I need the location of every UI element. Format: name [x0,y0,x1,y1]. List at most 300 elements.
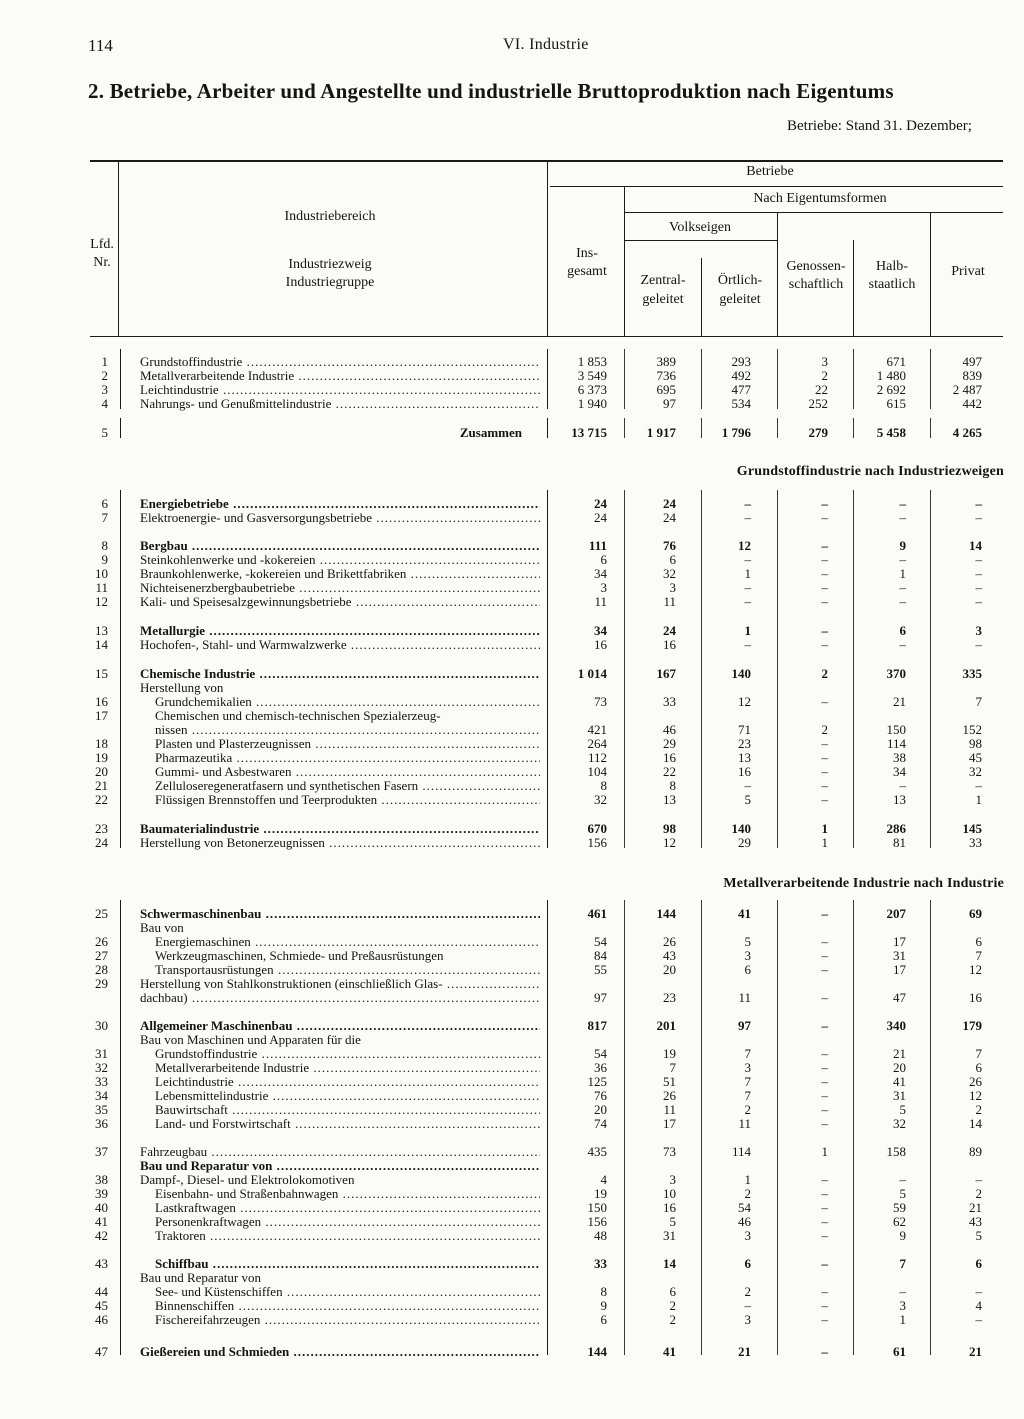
cell-value: – [821,906,828,921]
cell-value: 11 [663,594,676,609]
cell-value: 125 [587,1074,607,1089]
cell-value: 442 [962,396,982,411]
row-number: 20 [95,764,108,779]
cell-value: 839 [962,368,982,383]
cell-value: 5 [744,792,751,807]
row-label: Steinkohlenwerke und -kokereien ..... [140,553,540,567]
row-label: Dampf-, Diesel- und Elektrolokomotiven [140,1173,355,1187]
row-number: 12 [95,594,108,609]
cell-value: – [975,552,982,567]
cell-value: – [821,566,828,581]
column-divider [777,490,778,848]
header-col-divider-2 [547,161,548,337]
cell-value: 335 [962,666,982,681]
cell-value: 11 [663,1102,676,1117]
row-label: Gummi- und Asbestwaren ..... [155,765,540,779]
cell-value: 1 [821,821,828,836]
table-row [0,1173,1024,1187]
table-row [0,695,1024,709]
cell-value: 61 [893,1344,906,1359]
row-label: Flüssigen Brennstoffen und Teerprodukten ..... [155,793,540,807]
cell-value: 8 [669,778,676,793]
row-number: 32 [95,1060,108,1075]
cell-value: 5 458 [876,425,906,440]
cell-value: – [821,778,828,793]
row-label: Bau und Reparatur von ..... [140,1159,540,1173]
page-number: 114 [88,36,113,55]
cell-value: 7 [744,1074,751,1089]
column-divider [930,490,931,848]
cell-value: 670 [587,821,607,836]
table-row [0,397,1024,411]
column-divider [701,418,702,438]
cell-value: 340 [886,1018,906,1033]
cell-value: 5 [975,1228,982,1243]
table-row [0,1229,1024,1243]
row-label: Schwermaschinenbau ..... [140,907,540,921]
row-label: Leichtindustrie ..... [140,383,540,397]
table-row [0,751,1024,765]
column-divider [624,418,625,438]
row-label: Nichteisenerzbergbaubetriebe ..... [140,581,540,595]
cell-value: 76 [594,1088,607,1103]
cell-value: 32 [893,1116,906,1131]
cell-value: 477 [731,382,751,397]
cell-value: – [821,1060,828,1075]
cell-value: – [821,764,828,779]
row-label: Chemische Industrie ..... [140,667,540,681]
table-row [0,1019,1024,1033]
table-row [0,1117,1024,1131]
cell-value: – [821,580,828,595]
cell-value: 2 [744,1284,751,1299]
cell-value: 41 [893,1074,906,1089]
cell-value: 46 [738,1214,751,1229]
cell-value: 179 [962,1018,982,1033]
cell-value: 6 [600,1312,607,1327]
cell-value: 167 [656,666,676,681]
cell-value: 17 [663,1116,676,1131]
cell-value: 5 [899,1186,906,1201]
header-lfd: Lfd. [90,237,114,252]
cell-value: 252 [808,396,828,411]
column-divider [624,349,625,409]
cell-value: 3 [744,948,751,963]
cell-value: 7 [975,948,982,963]
row-number: 40 [95,1200,108,1215]
header-col-divider-3 [624,187,625,337]
row-label: Kali- und Speisesalzgewinnungsbetriebe ..... [140,595,540,609]
cell-value: – [975,580,982,595]
table-row [0,1089,1024,1103]
table-row [0,355,1024,369]
cell-value: 370 [886,666,906,681]
row-label: Baumaterialindustrie ..... [140,822,540,836]
row-number: 39 [95,1186,108,1201]
cell-value: 279 [808,425,828,440]
cell-value: – [975,1312,982,1327]
cell-value: 5 [899,1102,906,1117]
table-row [0,935,1024,949]
section-heading-metall: Metallverarbeitende Industrie nach Industrie [723,876,1004,891]
header-halbstaatlich-2: staatlich [868,277,916,292]
row-label: Fischereifahrzeugen ..... [155,1313,540,1327]
cell-value: 24 [663,623,676,638]
cell-value: 98 [663,821,676,836]
cell-value: 20 [893,1060,906,1075]
row-number: 46 [95,1312,108,1327]
cell-value: – [821,1018,828,1033]
cell-value: 1 940 [577,396,607,411]
cell-value: 2 [744,1102,751,1117]
cell-value: – [821,750,828,765]
cell-value: 24 [663,510,676,525]
cell-value: 8 [600,1284,607,1299]
column-divider [853,349,854,409]
cell-value: 20 [594,1102,607,1117]
header-insgesamt-2: gesamt [567,264,607,279]
cell-value: 817 [587,1018,607,1033]
row-number: 21 [95,778,108,793]
cell-value: 22 [663,764,676,779]
cell-value: 736 [656,368,676,383]
cell-value: 1 [899,1312,906,1327]
table-row [0,709,1024,723]
cell-value: 140 [731,666,751,681]
cell-value: 26 [969,1074,982,1089]
cell-value: 5 [744,934,751,949]
cell-value: 43 [969,1214,982,1229]
cell-value: 11 [738,990,751,1005]
cell-value: – [975,637,982,652]
table-row [0,1299,1024,1313]
cell-value: 62 [893,1214,906,1229]
cell-value: 33 [594,1256,607,1271]
row-label: Metallverarbeitende Industrie ..... [155,1061,540,1075]
row-label: Zelluloseregeneratfasern und synthetischen Fasern ..... [155,779,540,793]
row-number: 30 [95,1018,108,1033]
row-label: Grundchemikalien ..... [155,695,540,709]
row-label: Werkzeugmaschinen, Schmiede- und Preßausrüstungen [155,949,444,963]
cell-value: 695 [656,382,676,397]
row-number: 17 [95,708,108,723]
row-label: Transportausrüstungen ..... [155,963,540,977]
cell-value: – [899,778,906,793]
row-number: 35 [95,1102,108,1117]
table-row [0,595,1024,609]
cell-value: 293 [731,354,751,369]
cell-value: 69 [969,906,982,921]
cell-value: 3 [975,623,982,638]
cell-value: 112 [587,750,607,765]
row-number: 1 [101,354,108,369]
cell-value: 1 [899,566,906,581]
column-divider [701,349,702,409]
row-label: Energiebetriebe ..... [140,497,540,511]
cell-value: – [821,1116,828,1131]
row-label: Metallurgie ..... [140,624,540,638]
cell-value: 3 549 [577,368,607,383]
cell-value: – [821,637,828,652]
cell-value: – [821,552,828,567]
cell-value: – [821,1214,828,1229]
cell-value: 2 487 [952,382,982,397]
row-number: 45 [95,1298,108,1313]
cell-value: 38 [893,750,906,765]
cell-value: 97 [663,396,676,411]
cell-value: 6 [744,962,751,977]
row-label: Lastkraftwagen ..... [155,1201,540,1215]
header-oertlich-1: Örtlich- [717,273,763,288]
table-row [0,1159,1024,1173]
table-row [0,765,1024,779]
row-label: Herstellung von Betonerzeugnissen ..... [140,836,540,850]
cell-value: 1 [975,792,982,807]
table-row [0,737,1024,751]
header-industriegruppe: Industriegruppe [285,275,375,290]
cell-value: 389 [656,354,676,369]
table-row [0,907,1024,921]
cell-value: 84 [594,948,607,963]
cell-value: 492 [731,368,751,383]
cell-value: 3 [744,1312,751,1327]
row-number: 34 [95,1088,108,1103]
cell-value: 7 [975,694,982,709]
row-label: Fahrzeugbau ..... [140,1145,540,1159]
cell-value: 32 [969,764,982,779]
header-oertlich-2: geleitet [719,292,761,307]
cell-value: – [899,594,906,609]
row-label: Nahrungs- und Genußmittelindustrie ..... [140,397,540,411]
column-divider [853,490,854,848]
row-label: Eisenbahn- und Straßenbahnwagen ..... [155,1187,540,1201]
cell-value: – [744,637,751,652]
cell-value: 3 [669,1172,676,1187]
cell-value: – [975,594,982,609]
cell-value: 2 [821,666,828,681]
cell-value: 11 [738,1116,751,1131]
cell-value: – [975,1284,982,1299]
cell-value: 32 [663,566,676,581]
row-label: Land- und Forstwirtschaft ..... [155,1117,540,1131]
cell-value: 4 [975,1298,982,1313]
cell-value: 140 [731,821,751,836]
cell-value: 2 [821,368,828,383]
cell-value: – [821,694,828,709]
column-divider [701,490,702,848]
row-number: 37 [95,1144,108,1159]
cell-value: 7 [975,1046,982,1061]
cell-value: 150 [886,722,906,737]
cell-value: 286 [886,821,906,836]
header-nr: Nr. [93,255,111,270]
column-divider [701,900,702,1355]
cell-value: 12 [738,694,751,709]
cell-value: 7 [744,1088,751,1103]
cell-value: 1 796 [721,425,751,440]
cell-value: 14 [969,1116,982,1131]
cell-value: 2 692 [876,382,906,397]
table-row [0,1033,1024,1047]
table-row [0,822,1024,836]
cell-value: 31 [663,1228,676,1243]
cell-value: – [821,496,828,511]
cell-value: 71 [738,722,751,737]
table-row [0,1257,1024,1271]
cell-value: 104 [587,764,607,779]
row-number: 7 [101,510,108,525]
header-industriebereich: Industriebereich [284,209,376,224]
cell-value: 74 [594,1116,607,1131]
cell-value: 3 [744,1228,751,1243]
row-label: Gießereien und Schmieden ..... [140,1345,540,1359]
row-number: 14 [95,637,108,652]
cell-value: 3 [669,580,676,595]
row-label: Bau und Reparatur von [140,1271,261,1285]
table-row [0,1345,1024,1359]
table-row [0,624,1024,638]
row-label: Grundstoffindustrie ..... [140,355,540,369]
cell-value: 21 [969,1200,982,1215]
cell-value: 144 [656,906,676,921]
cell-value: 1 [821,835,828,850]
cell-value: 19 [663,1046,676,1061]
row-number: 24 [95,835,108,850]
cell-value: 81 [893,835,906,850]
cell-value: 14 [969,538,982,553]
cell-value: 17 [893,962,906,977]
row-number: 47 [95,1344,108,1359]
cell-value: 156 [587,1214,607,1229]
cell-value: 43 [663,948,676,963]
cell-value: 2 [744,1186,751,1201]
cell-value: 97 [594,990,607,1005]
cell-value: 89 [969,1144,982,1159]
cell-value: 3 [899,1298,906,1313]
cell-value: 1 014 [577,666,607,681]
cell-value: 16 [663,750,676,765]
table-row [0,667,1024,681]
table-row [0,539,1024,553]
cell-value: 2 [975,1186,982,1201]
cell-value: 1 [821,1144,828,1159]
row-number: 38 [95,1172,108,1187]
cell-value: 51 [663,1074,676,1089]
cell-value: 12 [663,835,676,850]
cell-value: 3 [600,580,607,595]
cell-value: 13 [663,792,676,807]
cell-value: 421 [587,722,607,737]
row-label: Allgemeiner Maschinenbau ..... [140,1019,540,1033]
row-label: Energiemaschinen ..... [155,935,540,949]
cell-value: – [975,496,982,511]
cell-value: 21 [893,694,906,709]
cell-value: 2 [669,1312,676,1327]
row-number: 25 [95,906,108,921]
column-divider [624,900,625,1355]
row-number: 4 [101,396,108,411]
table-row [0,921,1024,935]
row-label: Elektroenergie- und Gasversorgungsbetriebe ..... [140,511,540,525]
cell-value: 20 [663,962,676,977]
row-label: Lebensmittelindustrie ..... [155,1089,540,1103]
row-label: Herstellung von [140,681,224,695]
table-row [0,1145,1024,1159]
cell-value: 54 [738,1200,751,1215]
row-label: Plasten und Plasterzeugnissen ..... [155,737,540,751]
table-row [0,949,1024,963]
row-number: 41 [95,1214,108,1229]
cell-value: 73 [594,694,607,709]
cell-value: 534 [731,396,751,411]
cell-value: 33 [969,835,982,850]
cell-value: 29 [738,835,751,850]
header-insgesamt-1: Ins- [576,246,598,261]
cell-value: – [821,538,828,553]
cell-value: 29 [663,736,676,751]
cell-value: 33 [663,694,676,709]
table-row [0,638,1024,652]
row-number: 22 [95,792,108,807]
table-row [0,991,1024,1005]
table-row [0,723,1024,737]
cell-value: 7 [899,1256,906,1271]
cell-value: – [744,594,751,609]
cell-value: – [821,962,828,977]
cell-value: 114 [886,736,906,751]
cell-value: 10 [663,1186,676,1201]
cell-value: 6 [975,934,982,949]
row-label: Bergbau ..... [140,539,540,553]
cell-value: – [821,1172,828,1187]
cell-value: – [821,934,828,949]
table-row [0,1047,1024,1061]
cell-value: 41 [738,906,751,921]
column-divider [930,349,931,409]
row-label: Chemischen und chemisch-technischen Spezialerzeug- [155,709,441,723]
cell-value: 111 [588,538,607,553]
cell-value: – [975,1172,982,1187]
table-row [0,1313,1024,1327]
cell-value: 12 [969,962,982,977]
cell-value: 16 [738,764,751,779]
row-number: 10 [95,566,108,581]
cell-value: 36 [594,1060,607,1075]
cell-value: – [744,778,751,793]
cell-value: – [899,496,906,511]
row-number: 3 [101,382,108,397]
cell-value: 19 [594,1186,607,1201]
row-number: 28 [95,962,108,977]
cell-value: 23 [663,990,676,1005]
cell-value: 21 [969,1344,982,1359]
cell-value: 152 [962,722,982,737]
table-row [0,793,1024,807]
cell-value: 6 [669,1284,676,1299]
cell-value: 73 [663,1144,676,1159]
cell-value: 34 [893,764,906,779]
cell-value: – [821,1228,828,1243]
table-row [0,581,1024,595]
row-label: Metallverarbeitende Industrie ..... [140,369,540,383]
cell-value: 9 [899,538,906,553]
row-number: 9 [101,552,108,567]
cell-value: 6 [975,1256,982,1271]
cell-value: – [821,1200,828,1215]
cell-value: 1 917 [646,425,676,440]
column-divider [777,418,778,438]
cell-value: 54 [594,1046,607,1061]
